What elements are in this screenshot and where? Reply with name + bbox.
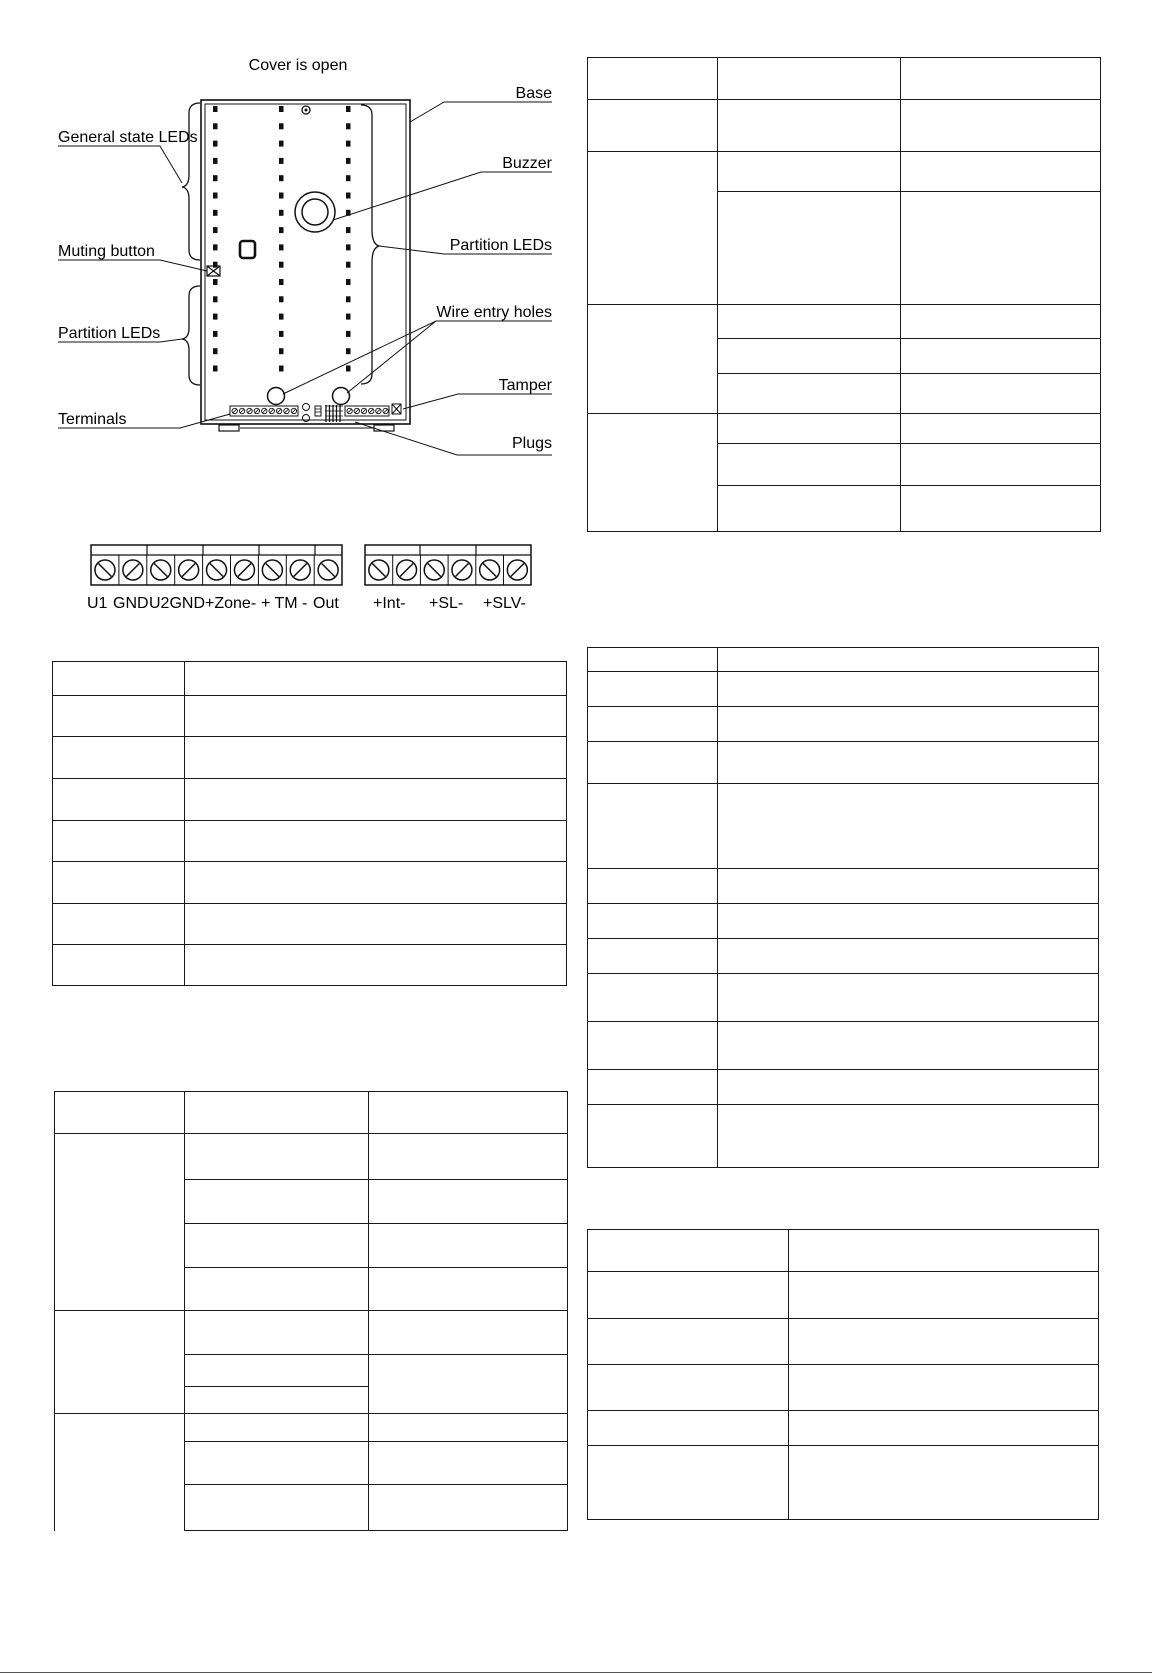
terminal-label-slv: +SLV- xyxy=(483,595,526,612)
callout-lines xyxy=(58,102,552,455)
terminal-label-gnd: GND xyxy=(113,595,149,612)
led-dot xyxy=(279,262,284,268)
led-dot xyxy=(279,210,284,216)
led-dot xyxy=(279,331,284,337)
led-dot xyxy=(213,141,218,147)
led-dot xyxy=(346,123,351,129)
label-tamper: Tamper xyxy=(498,377,552,394)
led-dot xyxy=(279,279,284,285)
led-dot xyxy=(346,314,351,320)
led-dot xyxy=(213,366,218,372)
led-dot xyxy=(213,175,218,181)
led-dot xyxy=(279,244,284,250)
led-dot xyxy=(346,193,351,199)
led-dot xyxy=(213,348,218,354)
led-dot xyxy=(213,106,218,112)
table-top-right xyxy=(587,57,1101,532)
label-wire-entry-holes: Wire entry holes xyxy=(436,304,552,321)
led-dot xyxy=(279,106,284,112)
label-plugs: Plugs xyxy=(511,435,552,452)
terminal-label-out: Out xyxy=(313,595,339,612)
led-dot xyxy=(213,123,218,129)
terminal-label-u1: U1 xyxy=(87,595,108,612)
led-dot xyxy=(346,244,351,250)
led-dot xyxy=(346,279,351,285)
label-partition-leds-left: Partition LEDs xyxy=(58,325,161,342)
label-partition-leds-right: Partition LEDs xyxy=(449,237,552,254)
label-muting-button: Muting button xyxy=(58,243,155,260)
led-dot xyxy=(279,158,284,164)
led-dot xyxy=(346,366,351,372)
led-dot xyxy=(346,106,351,112)
terminal-block-small xyxy=(230,404,401,423)
led-dot xyxy=(279,227,284,233)
led-dot xyxy=(213,279,218,285)
led-dot xyxy=(213,158,218,164)
terminal-strip-2 xyxy=(365,545,531,585)
led-column-right xyxy=(346,106,351,372)
led-dot xyxy=(213,314,218,320)
wire-entry-hole-icon xyxy=(268,388,285,405)
led-dot xyxy=(346,348,351,354)
brace-partition-left xyxy=(182,286,200,385)
table-bottom-left xyxy=(54,1091,568,1531)
led-column-middle xyxy=(279,106,284,372)
terminal-label-sl: +SL- xyxy=(429,595,464,612)
brace-partition-right xyxy=(361,105,379,384)
label-general-state-leds: General state LEDs xyxy=(58,129,198,146)
led-dot xyxy=(279,314,284,320)
screw-icon xyxy=(302,106,310,114)
diagram-title: Cover is open xyxy=(248,57,348,74)
led-dot xyxy=(346,141,351,147)
led-dot xyxy=(213,331,218,337)
device-body xyxy=(201,100,410,431)
page-bottom-rule xyxy=(0,1672,1152,1673)
terminal-label-u2gnd-zone: U2GND+Zone- xyxy=(149,595,257,612)
brace-general-state xyxy=(182,103,200,260)
table-bottom-right xyxy=(587,1229,1099,1520)
label-base: Base xyxy=(515,85,552,102)
wire-entry-hole-icon xyxy=(333,388,350,405)
led-dot xyxy=(346,296,351,302)
square-marker xyxy=(240,241,255,258)
led-dot xyxy=(279,175,284,181)
led-dot xyxy=(213,262,218,268)
led-dot xyxy=(346,158,351,164)
led-dot xyxy=(213,296,218,302)
led-dot xyxy=(279,123,284,129)
led-dot xyxy=(346,227,351,233)
led-dot xyxy=(346,175,351,181)
table-middle-left xyxy=(52,661,567,986)
led-dot xyxy=(279,348,284,354)
led-dot xyxy=(213,210,218,216)
led-dot xyxy=(279,141,284,147)
terminal-strip-1 xyxy=(91,545,342,585)
led-dot xyxy=(213,193,218,199)
label-buzzer: Buzzer xyxy=(502,155,552,172)
led-column-left xyxy=(213,106,218,372)
terminal-label-int: +Int- xyxy=(373,595,406,612)
led-dot xyxy=(279,193,284,199)
buzzer-icon xyxy=(295,192,335,232)
label-terminals: Terminals xyxy=(58,411,127,428)
led-dot xyxy=(346,331,351,337)
terminal-label-tm: + TM - xyxy=(261,595,308,612)
led-dot xyxy=(279,366,284,372)
led-dot xyxy=(346,262,351,268)
table-middle-right xyxy=(587,647,1099,1168)
led-dot xyxy=(279,296,284,302)
led-dot xyxy=(213,244,218,250)
led-dot xyxy=(213,227,218,233)
